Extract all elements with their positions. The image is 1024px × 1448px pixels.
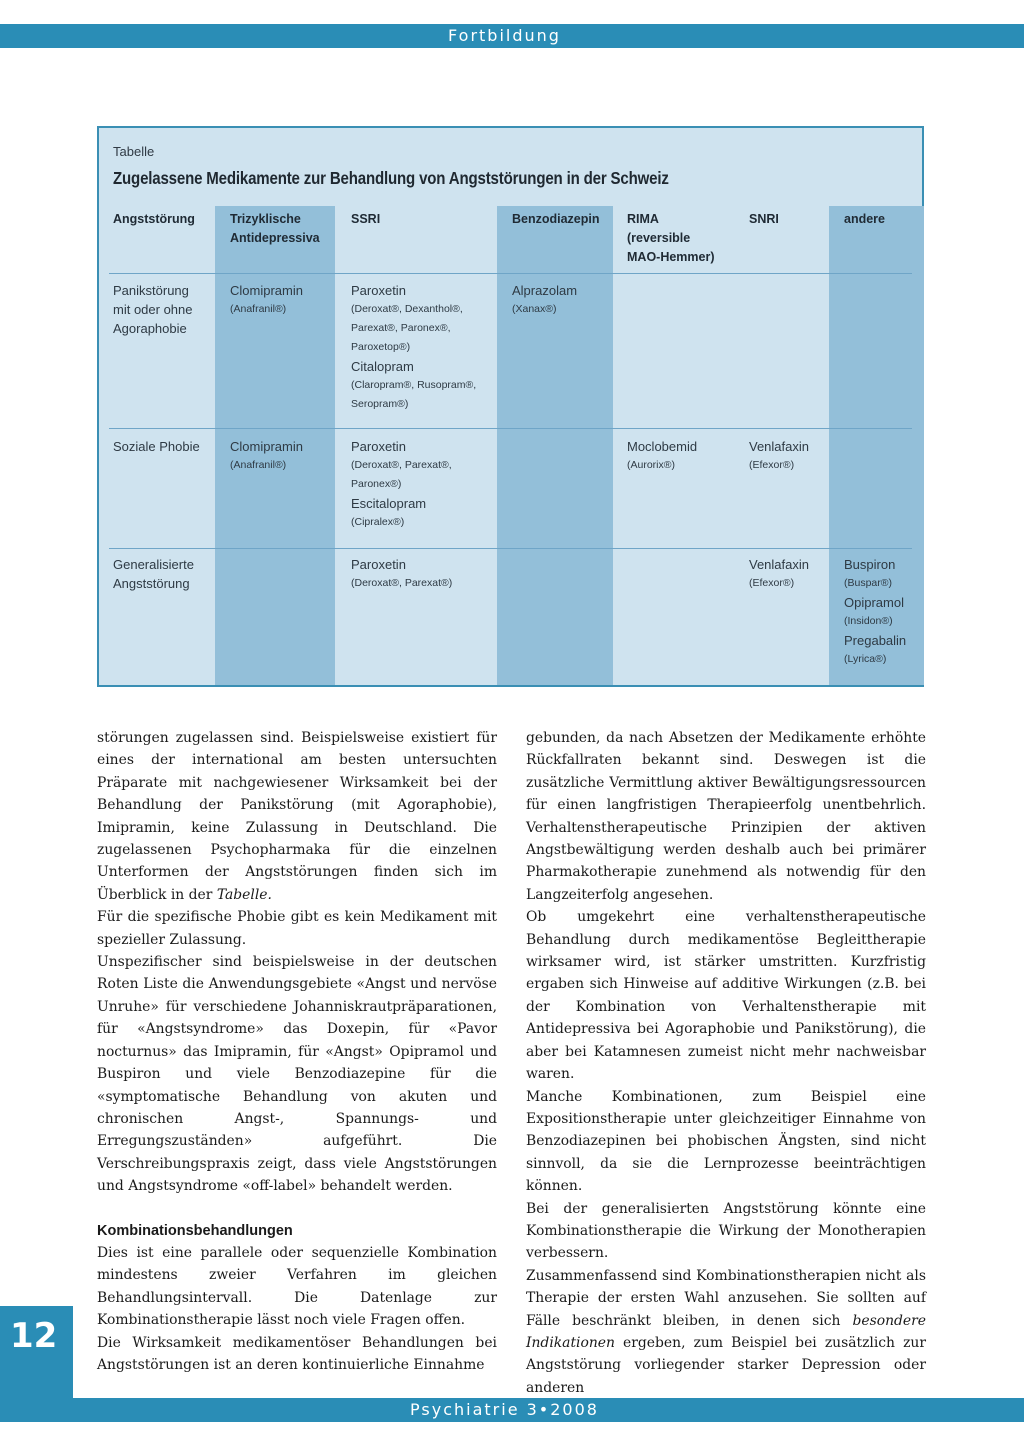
drug-cell-snri [749, 437, 809, 475]
text-column-left [97, 727, 497, 1376]
drug-name: Alprazolam [512, 283, 578, 298]
paragraph: Manche Kombinationen, zum Beispiel eine Expositionstherapie unter gleichzeitiger Einnahme von Benzodiazepinen bei phobischen Ängsten, sind nicht sinnvoll, da sie die Lernprozesse beeinträchtigen können. [526, 1088, 926, 1195]
drug-cell-ssri [351, 437, 452, 532]
table-title: Zugelassene Medikamente zur Behandlung von Angststörungen in der Schweiz [113, 168, 669, 188]
paragraph: Ob umgekehrt eine verhaltenstherapeutische Behandlung durch medikamentöse Begleittherapie wirksamer wird, ist stärker umstritten. Kurzfristig ergaben sich Hinweise auf additive Wirkungen (z.B. bei der Kombination von Verhaltenstherapie mit Antidepressiva bei Agoraphobie und Panikstörung), die aber bei Katamnesen zumeist nicht mehr nachweisbar waren. [526, 909, 926, 1083]
paragraph: Unspezifischer sind beispielsweise in der deutschen Roten Liste die Anwendungsgebiete «Angst und nervöse Unruhe» für verschiedene Johanniskrautpräparationen, für «Angstsyndrome» das Doxepin, für «Pavor nocturnus» das Imipramin, für «Angst» Opipramol und Buspiron und viele Benzodiazepine für die «symptomatische Behandlung von akuten und chronischen Angst-, Spannungs- und Erregungszuständen» aufgeführt. Die Verschreibungspraxis zeigt, dass viele Angststörungen und Angstsyndrome «off-label» behandelt werden. [97, 954, 497, 1195]
column-header: andere [844, 212, 885, 226]
drug-cell-rima [627, 437, 697, 475]
row-divider [109, 548, 912, 549]
brand-names: (Aurorix®) [627, 459, 675, 471]
brand-names: (Insidon®) [844, 615, 893, 627]
row-disorder-label: Generalisierte Angststörung [113, 557, 194, 591]
column-header: SNRI [749, 212, 779, 226]
row-divider [109, 273, 912, 274]
drug-name: Clomipramin [230, 283, 303, 298]
page-number: 12 [10, 1316, 58, 1356]
footer-bar [0, 1398, 1024, 1422]
brand-names: (Anafranil®) [230, 459, 287, 471]
section-heading: Kombinationsbehandlungen [97, 1222, 293, 1239]
column-header: Trizyklische Antidepressiva [230, 212, 320, 245]
brand-names: (Buspar®) [844, 577, 892, 589]
row-disorder-label: Soziale Phobie [113, 439, 200, 454]
journal-label: Psychiatrie 3•2008 [410, 1400, 599, 1419]
brand-names: (Xanax®) [512, 303, 557, 315]
section-label: Fortbildung [448, 26, 561, 45]
page-number-tab [0, 1306, 73, 1398]
drug-cell-ssri [351, 281, 476, 414]
brand-names: (Deroxat®, Dexanthol®, Parexat®, Paronex®, Paroxetop®) [351, 303, 463, 353]
brand-names: (Efexor®) [749, 577, 795, 589]
brand-names: (Deroxat®, Parexat®, Paronex®) [351, 459, 452, 490]
column-shade-benzo [497, 206, 613, 685]
column-header: RIMA (reversible MAO-Hemmer) [627, 212, 715, 264]
paragraph: störungen zugelassen sind. Beispielsweise existiert für eines der international am besten untersuchten Präparate mit nachgewiesener Wirksamkeit bei der Behandlung der Panikstörung (mit Agoraphobie), Imipramin, keine Zulassung in Deutschland. Die zugelassenen Psychopharmaka für die einzelnen Unterformen der Angststörungen finden sich im Überblick in der Tabelle. Für die spezifische Phobie gibt es kein Medikament mit spezieller Zulassung. [97, 730, 497, 948]
brand-names: (Claropram®, Rusopram®, Seropram®) [351, 379, 477, 410]
paragraph: Zusammenfassend sind Kombinationstherapien nicht als Therapie der ersten Wahl anzusehen. Sie sollten auf Fälle beschränkt bleiben, in denen sich besondere Indikationen ergeben, zum Beispiel bei zusätzlich zur Angststörung vorliegender starker Depression oder anderen [526, 1267, 926, 1396]
drug-name: Moclobemid [627, 439, 698, 454]
column-header: Benzodiazepin [512, 212, 600, 226]
row-disorder-label: Panikstörung mit oder ohne Agoraphobie [113, 283, 193, 336]
drug-cell-benzo [512, 281, 577, 319]
drug-cell-snri [749, 555, 809, 593]
table-caption: Tabelle [113, 144, 155, 159]
drug-name: Paroxetin [351, 557, 406, 572]
text-column-right [526, 727, 926, 1399]
drug-cell-ssri [351, 555, 452, 593]
drug-name: Paroxetin [351, 439, 406, 454]
drug-name: Buspiron [844, 557, 896, 572]
drug-cell-tca [230, 281, 303, 319]
brand-names: (Anafranil®) [230, 303, 287, 315]
drug-name: Clomipramin [230, 439, 303, 454]
brand-names: (Cipralex®) [351, 516, 405, 528]
drug-name: Opipramol [844, 595, 904, 610]
paragraph: gebunden, da nach Absetzen der Medikamente erhöhte Rückfallraten bekannt sind. Deswegen ist die zusätzliche Vermittlung aktiver Bewältigungsressourcen für einen langfristigen Therapieerfolg unentbehrlich. Verhaltenstherapeutische Prinzipien der aktiven Angstbewältigung werden deshalb auch bei primärer Pharmakotherapie zunehmend als notwendig für den Langzeiterfolg angesehen. [526, 730, 926, 903]
brand-names: (Efexor®) [749, 459, 795, 471]
paragraph: Dies ist eine parallele oder sequenzielle Kombination mindestens zweier Verfahren im gleichen Behandlungsintervall. Die Datenlage zur Kombinationstherapie lässt noch viele Fragen offen. [97, 1244, 497, 1329]
column-header: Angststörung [113, 212, 195, 226]
column-header: SSRI [351, 212, 381, 226]
brand-names: (Deroxat®, Parexat®) [351, 577, 453, 589]
drug-cell-andere [844, 555, 906, 669]
paragraph: Bei der generalisierten Angststörung könnte eine Kombinationstherapie die Wirkung der Monotherapien verbessern. [526, 1200, 926, 1262]
medication-table [97, 126, 924, 687]
drug-name: Citalopram [351, 359, 414, 374]
top-section-bar [0, 24, 1024, 48]
drug-name: Escitalopram [351, 496, 427, 511]
drug-name: Paroxetin [351, 283, 406, 298]
drug-cell-tca [230, 437, 303, 475]
drug-name: Venlafaxin [749, 557, 809, 572]
drug-name: Pregabalin [844, 633, 907, 648]
paragraph: Die Wirksamkeit medikamentöser Behandlungen bei Angststörungen ist an deren kontinuierliche Einnahme [97, 1334, 497, 1373]
drug-name: Venlafaxin [749, 439, 809, 454]
row-divider [109, 428, 912, 429]
brand-names: (Lyrica®) [844, 653, 887, 665]
